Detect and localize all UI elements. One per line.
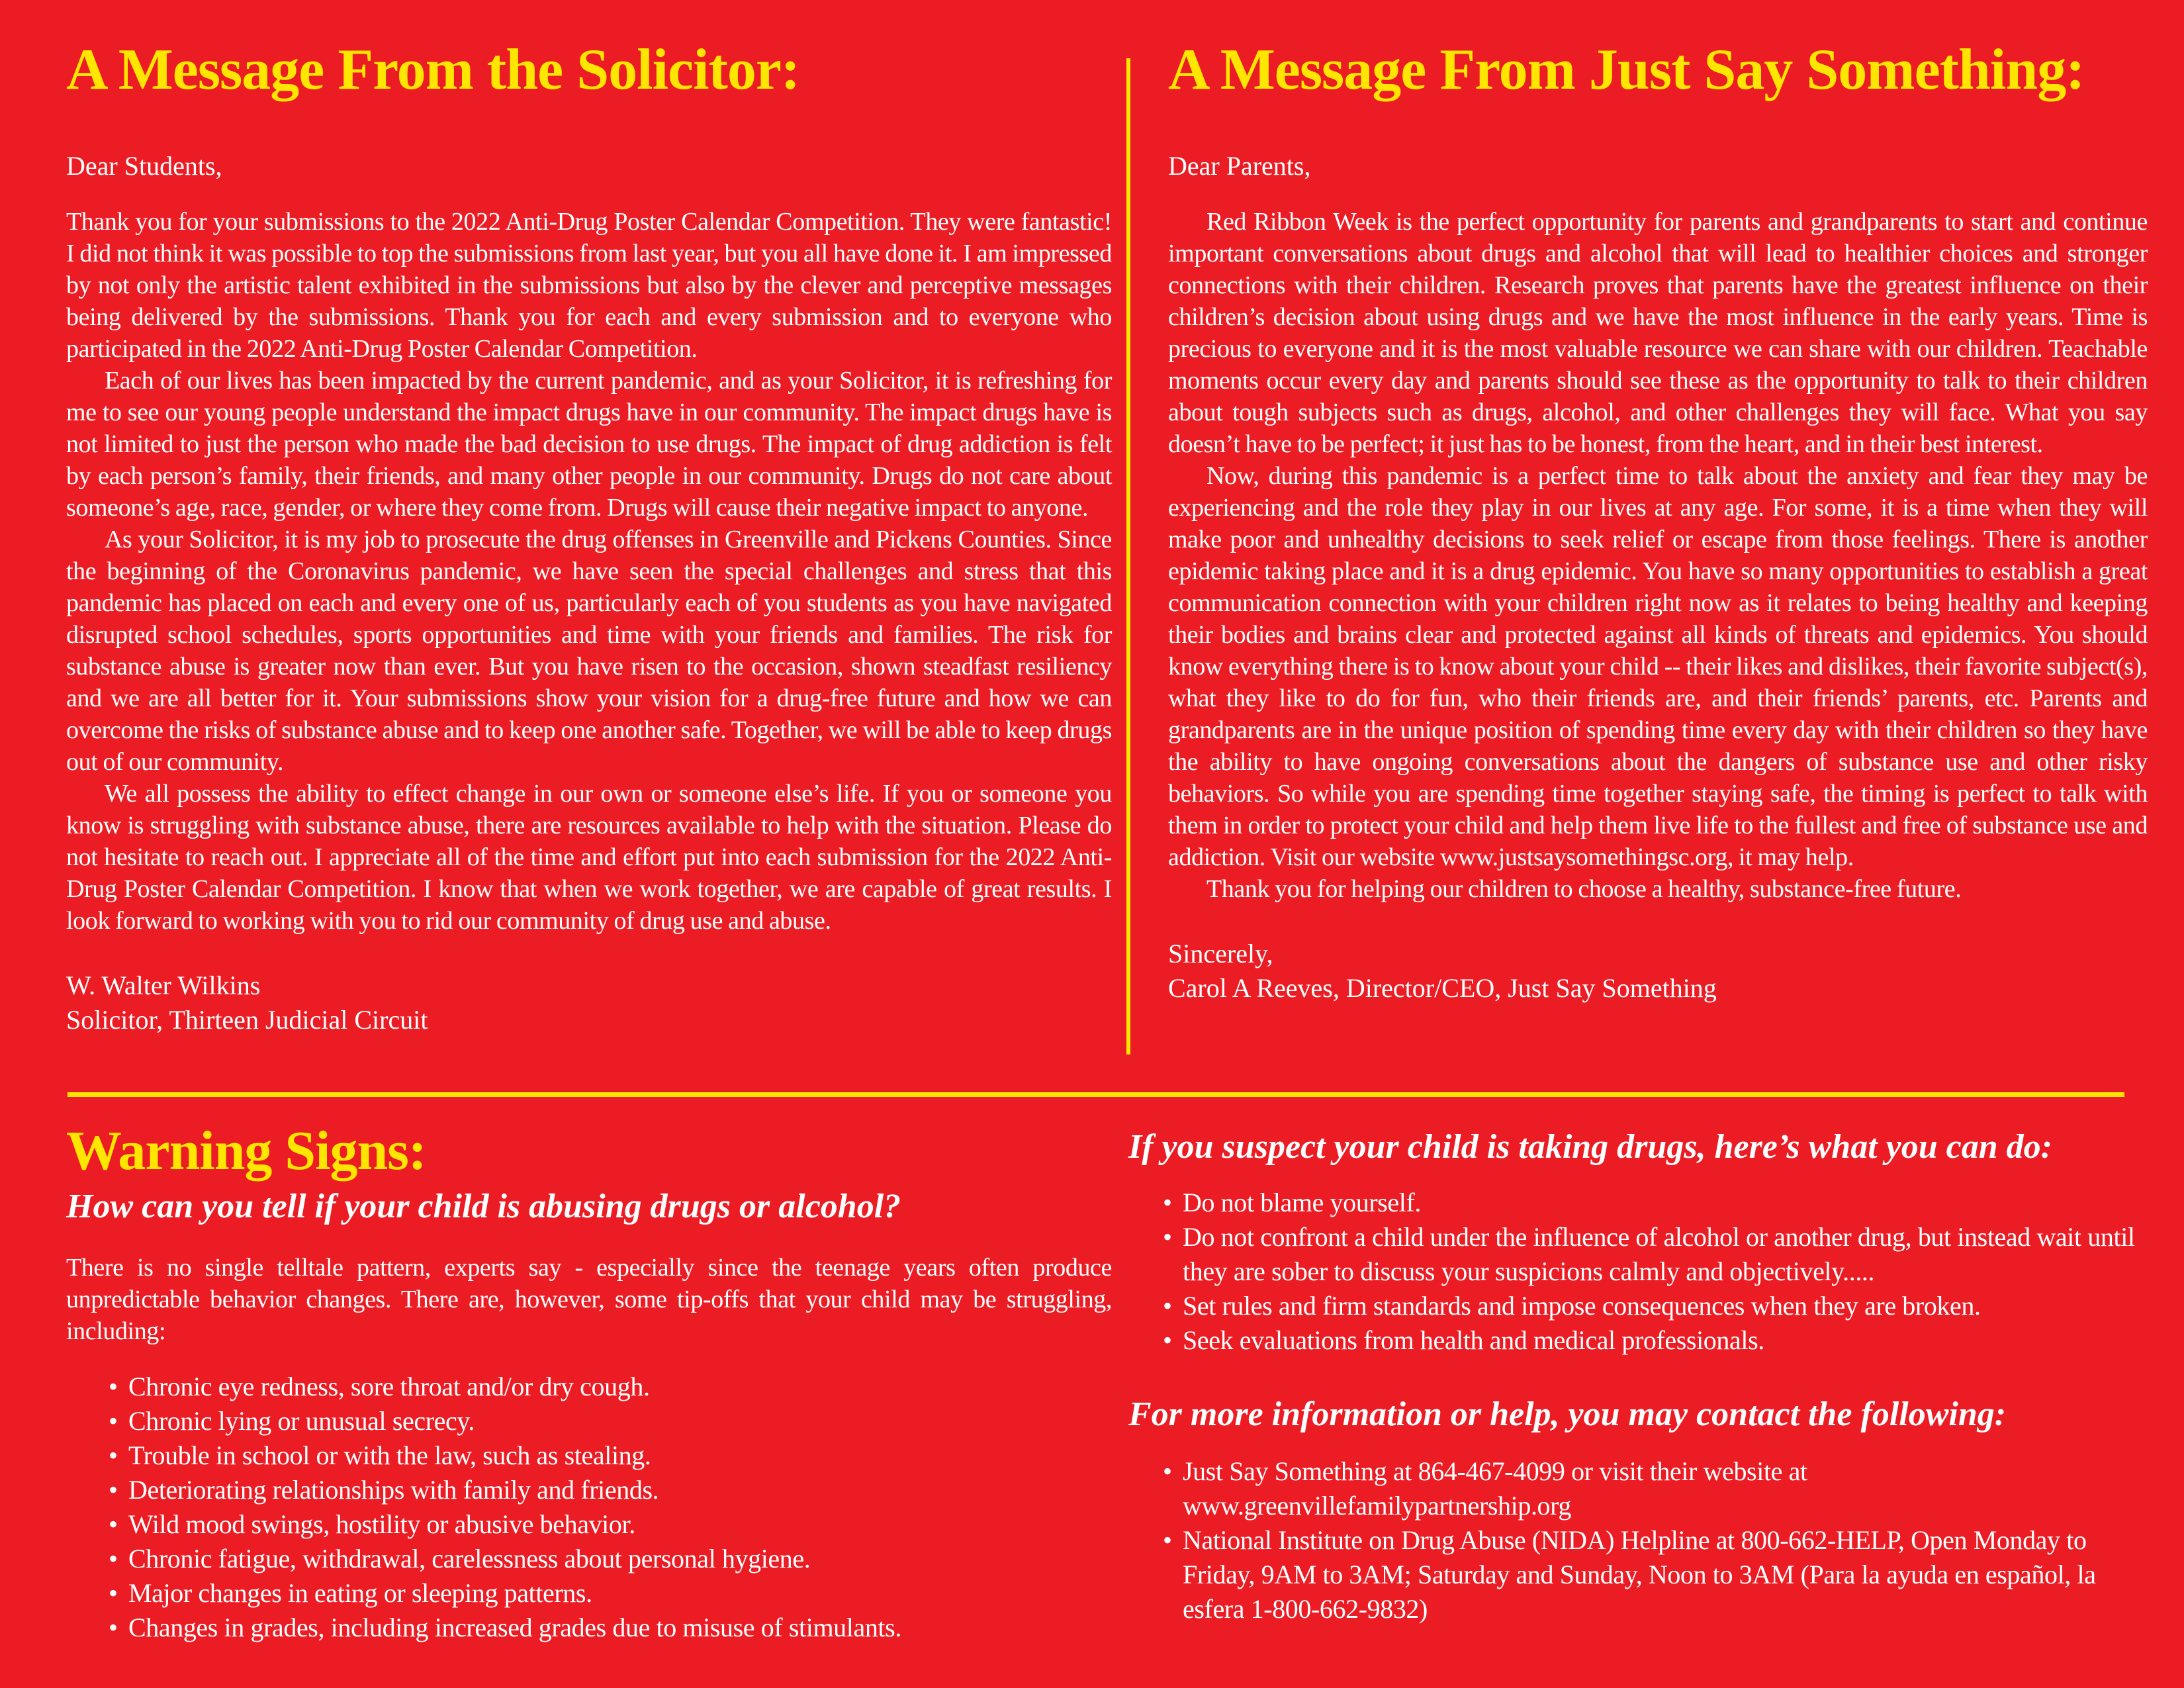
warning-signs-column	[66, 1114, 1112, 1645]
solicitor-paragraph: Each of our lives has been impacted by the current pandemic, and as your Solicitor, it is refreshing for me to see our young people understand the impact drugs have in our community. The impact drugs have is not limited to just the person who made the bad decision to use drugs. The impact of drug addiction is felt by each person’s family, their friends, and many other people in our community. Drugs do not care about someone’s age, race, gender, or where they come from. Drugs will cause their negative impact to anyone.	[66, 366, 1112, 522]
more-info-heading: For more information or help, you may contact the following:	[1128, 1395, 2007, 1433]
suspect-advice-list	[1128, 1186, 2148, 1358]
jss-salutation: Dear Parents,	[1168, 150, 1311, 181]
warning-sign-item: • Chronic eye redness, sore throat and/or dry cough.	[109, 1370, 1112, 1404]
warning-sign-item: • Wild mood swings, hostility or abusive behavior.	[109, 1507, 1112, 1542]
suspect-advice-item: • Set rules and firm standards and impose consequences when they are broken.	[1163, 1289, 2148, 1323]
solicitor-heading: A Message From the Solicitor:	[66, 38, 800, 102]
more-info-item: • National Institute on Drug Abuse (NIDA) Helpline at 800-662-HELP, Open Monday to Friday, 9AM to 3AM; Saturday and Sunday, Noon to 3AM (Para la ayuda en español, la esfera 1-800-662-9832)	[1163, 1523, 2148, 1626]
warning-signs-heading: Warning Signs:	[66, 1120, 426, 1182]
more-info-list	[1128, 1454, 2148, 1626]
warning-sign-item: • Chronic lying or unusual secrecy.	[109, 1404, 1112, 1438]
jss-paragraph: Red Ribbon Week is the perfect opportunity for parents and grandparents to start and continue important conversations about drugs and alcohol that will lead to healthier choices and stronger connections with their children. Research proves that parents have the greatest influence on their children’s decision about using drugs and we have the most influence in the early years. Time is precious to everyone and it is the most valuable resource we can share with our children. Teachable moments occur every day and parents should see these as the opportunity to talk to their children about tough subjects such as drugs, alcohol, and other challenges they will face. What you say doesn’t have to be perfect; it just has to be honest, from the heart, and in their best interest.	[1168, 207, 2148, 458]
solicitor-paragraph: Thank you for your submissions to the 2022 Anti-Drug Poster Calendar Competition. They were fantastic! I did not think it was possible to top the submissions from last year, but you all have done it. I am impressed by not only the artistic talent exhibited in the submissions but also by the clever and perceptive messages being delivered by the submissions. Thank you for each and every submission and to everyone who participated in the 2022 Anti-Drug Poster Calendar Competition.	[66, 207, 1112, 363]
warning-sign-item: • Trouble in school or with the law, such as stealing.	[109, 1438, 1112, 1473]
suspect-advice-item: • Do not blame yourself.	[1163, 1186, 2148, 1220]
vertical-divider	[1126, 58, 1130, 1055]
suspect-advice-item: • Seek evaluations from health and medical professionals.	[1163, 1323, 2148, 1358]
warning-sign-item: • Major changes in eating or sleeping patterns.	[109, 1576, 1112, 1611]
warning-sign-item: • Chronic fatigue, withdrawal, carelessness about personal hygiene.	[109, 1542, 1112, 1576]
warning-sign-item: • Deteriorating relationships with family and friends.	[109, 1473, 1112, 1507]
warning-sign-item: • Changes in grades, including increased grades due to misuse of stimulants.	[109, 1611, 1112, 1645]
suspect-advice-heading: If you suspect your child is taking drugs, here’s what you can do:	[1128, 1128, 2052, 1166]
solicitor-signature-block	[66, 968, 1112, 1037]
solicitor-salutation: Dear Students,	[66, 150, 222, 181]
jss-heading: A Message From Just Say Something:	[1168, 38, 2085, 102]
suspect-advice-item: • Do not confront a child under the influence of alcohol or another drug, but instead wait until they are sober to discuss your suspicions calmly and objectively.....	[1163, 1220, 2148, 1289]
jss-signature: Carol A Reeves, Director/CEO, Just Say Something	[1168, 972, 1717, 1003]
jss-paragraph: Now, during this pandemic is a perfect time to talk about the anxiety and fear they may be experiencing and the role they play in our lives at any age. For some, it is a time when they will make poor and unhealthy decisions to seek relief or escape from those feelings. There is another epidemic taking place and it is a drug epidemic. You have so many opportunities to establish a great communication connection with your children right now as it relates to being healthy and keeping their bodies and brains clear and protected against all kinds of threats and epidemics. You should know everything there is to know about your child -- their likes and dislikes, their favorite subject(s), what they like to do for fun, who their friends are, and their friends’ parents, etc. Parents and grandparents are in the unique position of spending time every day with their children so they have the ability to have ongoing conversations about the dangers of substance use and other risky behaviors. So while you are spending time together staying safe, the timing is perfect to talk with them in order to protect your child and help them live life to the fullest and free of substance use and addiction. Visit our website www.justsaysomethingsc.org, it may help.	[1168, 461, 2148, 871]
solicitor-paragraph: As your Solicitor, it is my job to prosecute the drug offenses in Greenville and Pickens Counties. Since the beginning of the Coronavirus pandemic, we have seen the special challenges and stress that this pandemic has placed on each and every one of us, particularly each of you students as you have navigated disrupted school schedules, sports opportunities and time with your friends and families. The risk for substance abuse is greater now than ever. But you have risen to the occasion, shown steadfast resiliency and we are all better for it. Your submissions show your vision for a drug-free future and how we can overcome the risks of substance abuse and to keep one another safe. Together, we will be able to keep drugs out of our community.	[66, 525, 1112, 776]
warning-signs-intro: There is no single telltale pattern, experts say - especially since the teenage years often produce unpredictable behavior changes. There are, however, some tip-offs that your child may be struggling, including:	[66, 1254, 1112, 1346]
solicitor-signature-title: Solicitor, Thirteen Judicial Circuit	[66, 1004, 428, 1035]
warning-signs-subheading: How can you tell if your child is abusing drugs or alcohol?	[66, 1188, 901, 1226]
horizontal-divider	[68, 1092, 2124, 1097]
jss-closing: Sincerely,	[1168, 938, 1273, 968]
more-info-item: • Just Say Something at 864-467-4099 or visit their website at www.greenvillefamilypartnership.org	[1163, 1454, 2148, 1523]
solicitor-paragraph: We all possess the ability to effect change in our own or someone else’s life. If you or someone you know is struggling with substance abuse, there are resources available to help with the situation. Please do not hesitate to reach out. I appreciate all of the time and effort put into each submission for the 2022 Anti-Drug Poster Calendar Competition. I know that when we work together, we are capable of great results. I look forward to working with you to rid our community of drug use and abuse.	[66, 779, 1112, 935]
bottom-section	[0, 1097, 2184, 1645]
jss-paragraph: Thank you for helping our children to choose a healthy, substance-free future.	[1206, 874, 1962, 903]
solicitor-message-column	[66, 19, 1112, 1092]
jss-signature-block	[1168, 937, 2148, 1006]
parent-advice-column	[1128, 1114, 2148, 1645]
solicitor-signature-name: W. Walter Wilkins	[66, 970, 261, 1000]
jss-message-column	[1168, 19, 2148, 1092]
warning-signs-list	[66, 1370, 1112, 1645]
